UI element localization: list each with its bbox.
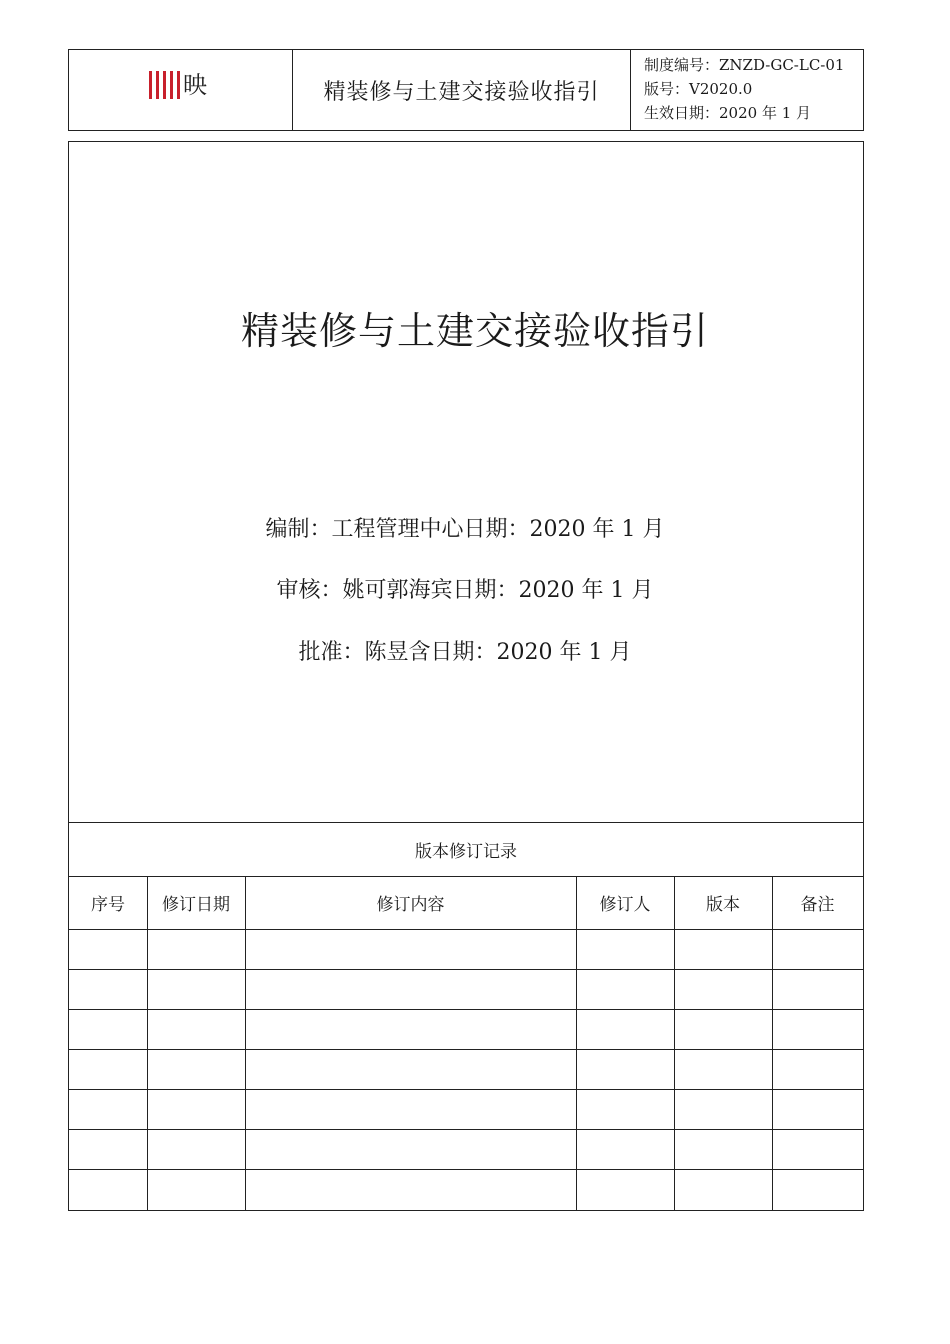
table-column-divider xyxy=(576,876,577,1210)
page-title: 精装修与土建交接验收指引 xyxy=(240,309,709,353)
logo-bars-icon xyxy=(149,71,180,99)
revision-table xyxy=(69,822,863,1210)
document-header xyxy=(68,49,864,131)
header-divider xyxy=(630,50,631,130)
table-column-divider xyxy=(674,876,675,1210)
document-number: 制度编号：ZNZD-GC-LC-01 xyxy=(644,56,845,74)
table-row xyxy=(69,1129,863,1130)
column-header-reviser: 修订人 xyxy=(599,895,651,915)
company-logo xyxy=(149,70,207,100)
compiled-by-line: 编制：工程管理中心日期：2020 年 1 月 xyxy=(265,517,665,542)
table-column-divider xyxy=(245,876,246,1210)
effective-date: 生效日期：2020 年 1 月 xyxy=(644,104,812,122)
table-row xyxy=(69,969,863,970)
version-number: 版号：V2020.0 xyxy=(644,80,753,98)
table-column-divider xyxy=(772,876,773,1210)
table-row xyxy=(69,929,863,930)
column-header-content: 修订内容 xyxy=(376,895,445,915)
column-header-version: 版本 xyxy=(706,895,740,915)
table-row xyxy=(69,1169,863,1170)
table-row xyxy=(69,1089,863,1090)
logo-text: 映 xyxy=(183,71,207,99)
column-header-seq: 序号 xyxy=(91,895,125,915)
column-header-date: 修订日期 xyxy=(162,895,230,915)
column-header-remarks: 备注 xyxy=(800,895,835,915)
revision-table-title: 版本修订记录 xyxy=(415,841,517,862)
table-row xyxy=(69,1009,863,1010)
reviewed-by-line: 审核：姚可郭海宾日期：2020 年 1 月 xyxy=(276,578,654,603)
header-title: 精装修与土建交接验收指引 xyxy=(323,79,600,105)
approved-by-line: 批准：陈昱含日期：2020 年 1 月 xyxy=(298,640,632,665)
table-row xyxy=(69,1049,863,1050)
header-meta xyxy=(644,53,844,125)
table-column-divider xyxy=(147,876,148,1210)
